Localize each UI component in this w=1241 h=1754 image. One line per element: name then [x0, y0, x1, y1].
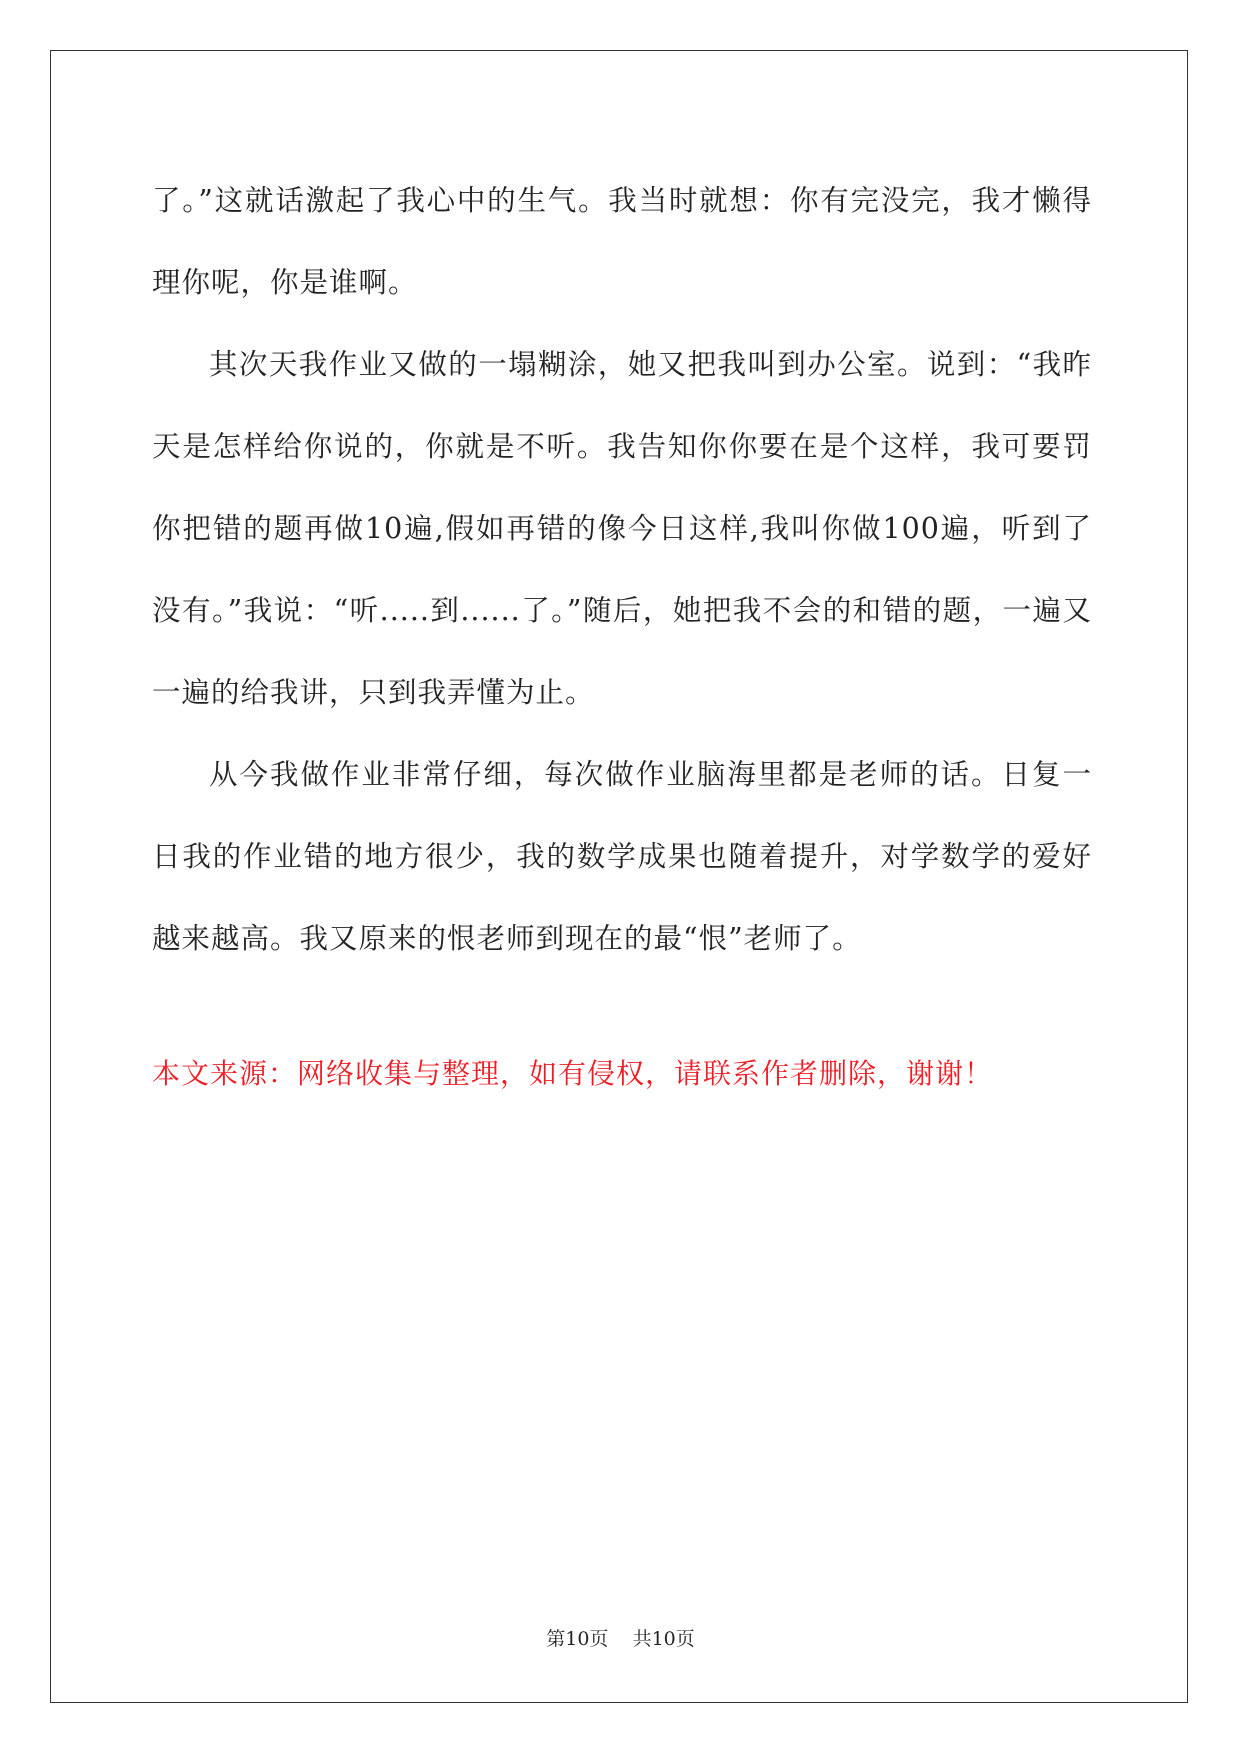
paragraph-3: 从今我做作业非常仔细，每次做作业脑海里都是老师的话。日复一日我的作业错的地方很少，我的数学成果也随着提升，对学数学的爱好越来越高。我又原来的恨老师到现在的最“恨”老师了。 — [152, 758, 1092, 955]
document-body — [152, 160, 1092, 980]
paragraph-2: 其次天我作业又做的一塌糊涂，她又把我叫到办公室。说到：“我昨天是怎样给你说的，你就是不听。我告知你你要在是个这样，我可要罚你把错的题再做10遍,假如再错的像今日这样,我叫你做100遍，听到了没有。”我说：“听.....到......了。”随后，她把我不会的和错的题，一遍又一遍的给我讲，只到我弄懂为止。 — [152, 348, 1092, 709]
paragraph-1: 了。”这就话激起了我心中的生气。我当时就想：你有完没完，我才懒得理你呢，你是谁啊。 — [152, 184, 1092, 299]
page-footer — [0, 1624, 1241, 1651]
source-note: 本文来源：网络收集与整理，如有侵权，请联系作者删除，谢谢！ — [152, 1057, 994, 1090]
page-number: 第10页 共10页 — [546, 1628, 695, 1650]
